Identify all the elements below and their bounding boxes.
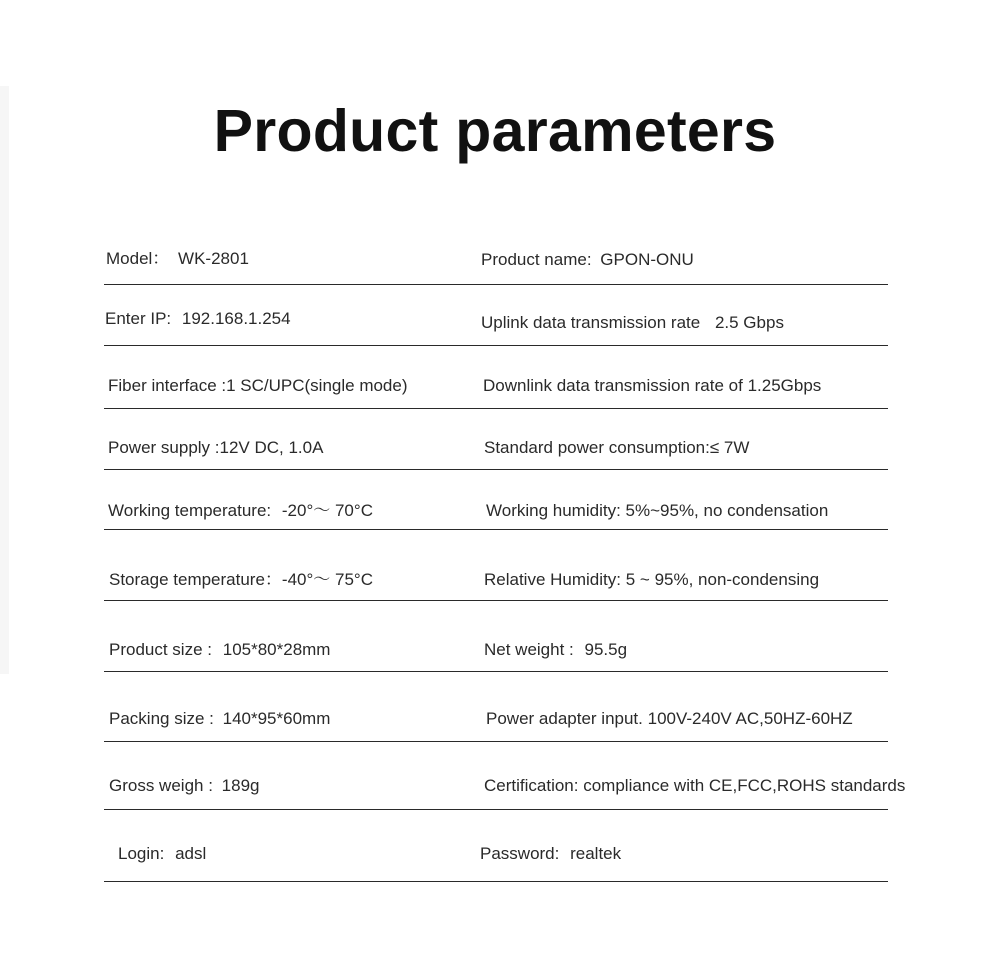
spec-row-gross-weigh	[104, 742, 906, 810]
storage-temperature-label: Storage temperature：	[109, 570, 282, 589]
spec-row-product-size	[104, 601, 888, 672]
power-supply-label: Power supply :	[108, 438, 220, 457]
login-cell	[118, 843, 206, 865]
net-weight-cell	[484, 639, 627, 661]
product-size-label: Product size :	[109, 640, 212, 659]
working-humidity-value: 5%~95%, no condensation	[625, 501, 829, 520]
product-name-value: GPON-ONU	[600, 250, 694, 269]
power-supply-value: 12V DC, 1.0A	[219, 438, 324, 457]
spec-row-power-supply	[104, 409, 888, 470]
working-temperature-cell	[108, 500, 373, 522]
downlink-rate-cell	[483, 375, 821, 397]
power-consumption-value: ≤ 7W	[709, 438, 750, 457]
enter-ip-cell	[105, 308, 291, 330]
net-weight-label: Net weight :	[484, 640, 574, 659]
spec-row-enter-ip	[104, 285, 888, 346]
uplink-rate-value: 2.5 Gbps	[714, 313, 784, 332]
page-title: Product parameters	[213, 98, 777, 164]
downlink-rate-label: Downlink data transmission rate of	[483, 376, 743, 395]
password-cell	[480, 843, 621, 865]
model-label: Model：	[106, 249, 170, 268]
storage-temperature-value: -40°～ 75°C	[281, 570, 373, 589]
working-temperature-value: -20°～ 70°C	[281, 501, 373, 520]
uplink-rate-label: Uplink data transmission rate	[481, 313, 701, 332]
login-value: adsl	[175, 844, 207, 863]
net-weight-value: 95.5g	[584, 640, 628, 659]
spec-row-working-temperature	[104, 470, 888, 530]
working-humidity-cell	[486, 500, 828, 522]
working-temperature-label: Working temperature:	[108, 501, 272, 520]
working-humidity-label: Working humidity:	[486, 501, 621, 520]
enter-ip-label: Enter IP:	[105, 309, 172, 328]
relative-humidity-cell	[484, 569, 819, 591]
product-size-cell	[109, 639, 330, 661]
relative-humidity-label: Relative Humidity:	[484, 570, 621, 589]
packing-size-label: Packing size :	[109, 709, 214, 728]
product-name-cell	[481, 249, 694, 271]
spec-row-storage-temperature	[104, 530, 888, 601]
product-name-label: Product name:	[481, 250, 592, 269]
product-size-value: 105*80*28mm	[222, 640, 331, 659]
gross-weigh-cell	[109, 775, 260, 797]
fiber-interface-value: 1 SC/UPC(single mode)	[226, 376, 408, 395]
power-adapter-input-cell	[486, 708, 853, 730]
packing-size-value: 140*95*60mm	[222, 709, 331, 728]
model-value: WK-2801	[178, 249, 249, 268]
password-value: realtek	[570, 844, 622, 863]
relative-humidity-value: 5 ~ 95%, non-condensing	[625, 570, 820, 589]
gross-weigh-label: Gross weigh :	[109, 776, 213, 795]
uplink-rate-cell	[481, 312, 784, 334]
power-consumption-label: Standard power consumption:	[484, 438, 710, 457]
login-label: Login:	[118, 844, 165, 863]
power-adapter-input-value: 100V-240V AC,50HZ-60HZ	[647, 709, 853, 728]
power-supply-cell	[108, 437, 323, 459]
certification-value: compliance with CE,FCC,ROHS standards	[583, 776, 906, 795]
downlink-rate-value: 1.25Gbps	[747, 376, 822, 395]
storage-temperature-cell	[109, 569, 373, 591]
spec-row-packing-size	[104, 672, 888, 742]
spec-row-login	[104, 810, 888, 882]
power-consumption-cell	[484, 437, 749, 459]
certification-label: Certification:	[484, 776, 579, 795]
password-label: Password:	[480, 844, 560, 863]
gross-weigh-value: 189g	[221, 776, 260, 795]
model-cell	[106, 248, 249, 270]
spec-row-fiber-interface	[104, 346, 888, 409]
left-edge-shade	[0, 86, 9, 674]
fiber-interface-cell	[108, 375, 408, 397]
packing-size-cell	[109, 708, 330, 730]
spec-row-model	[104, 232, 888, 285]
certification-cell	[484, 775, 905, 797]
fiber-interface-label: Fiber interface :	[108, 376, 227, 395]
power-adapter-input-label: Power adapter input.	[486, 709, 643, 728]
enter-ip-value: 192.168.1.254	[181, 309, 291, 328]
